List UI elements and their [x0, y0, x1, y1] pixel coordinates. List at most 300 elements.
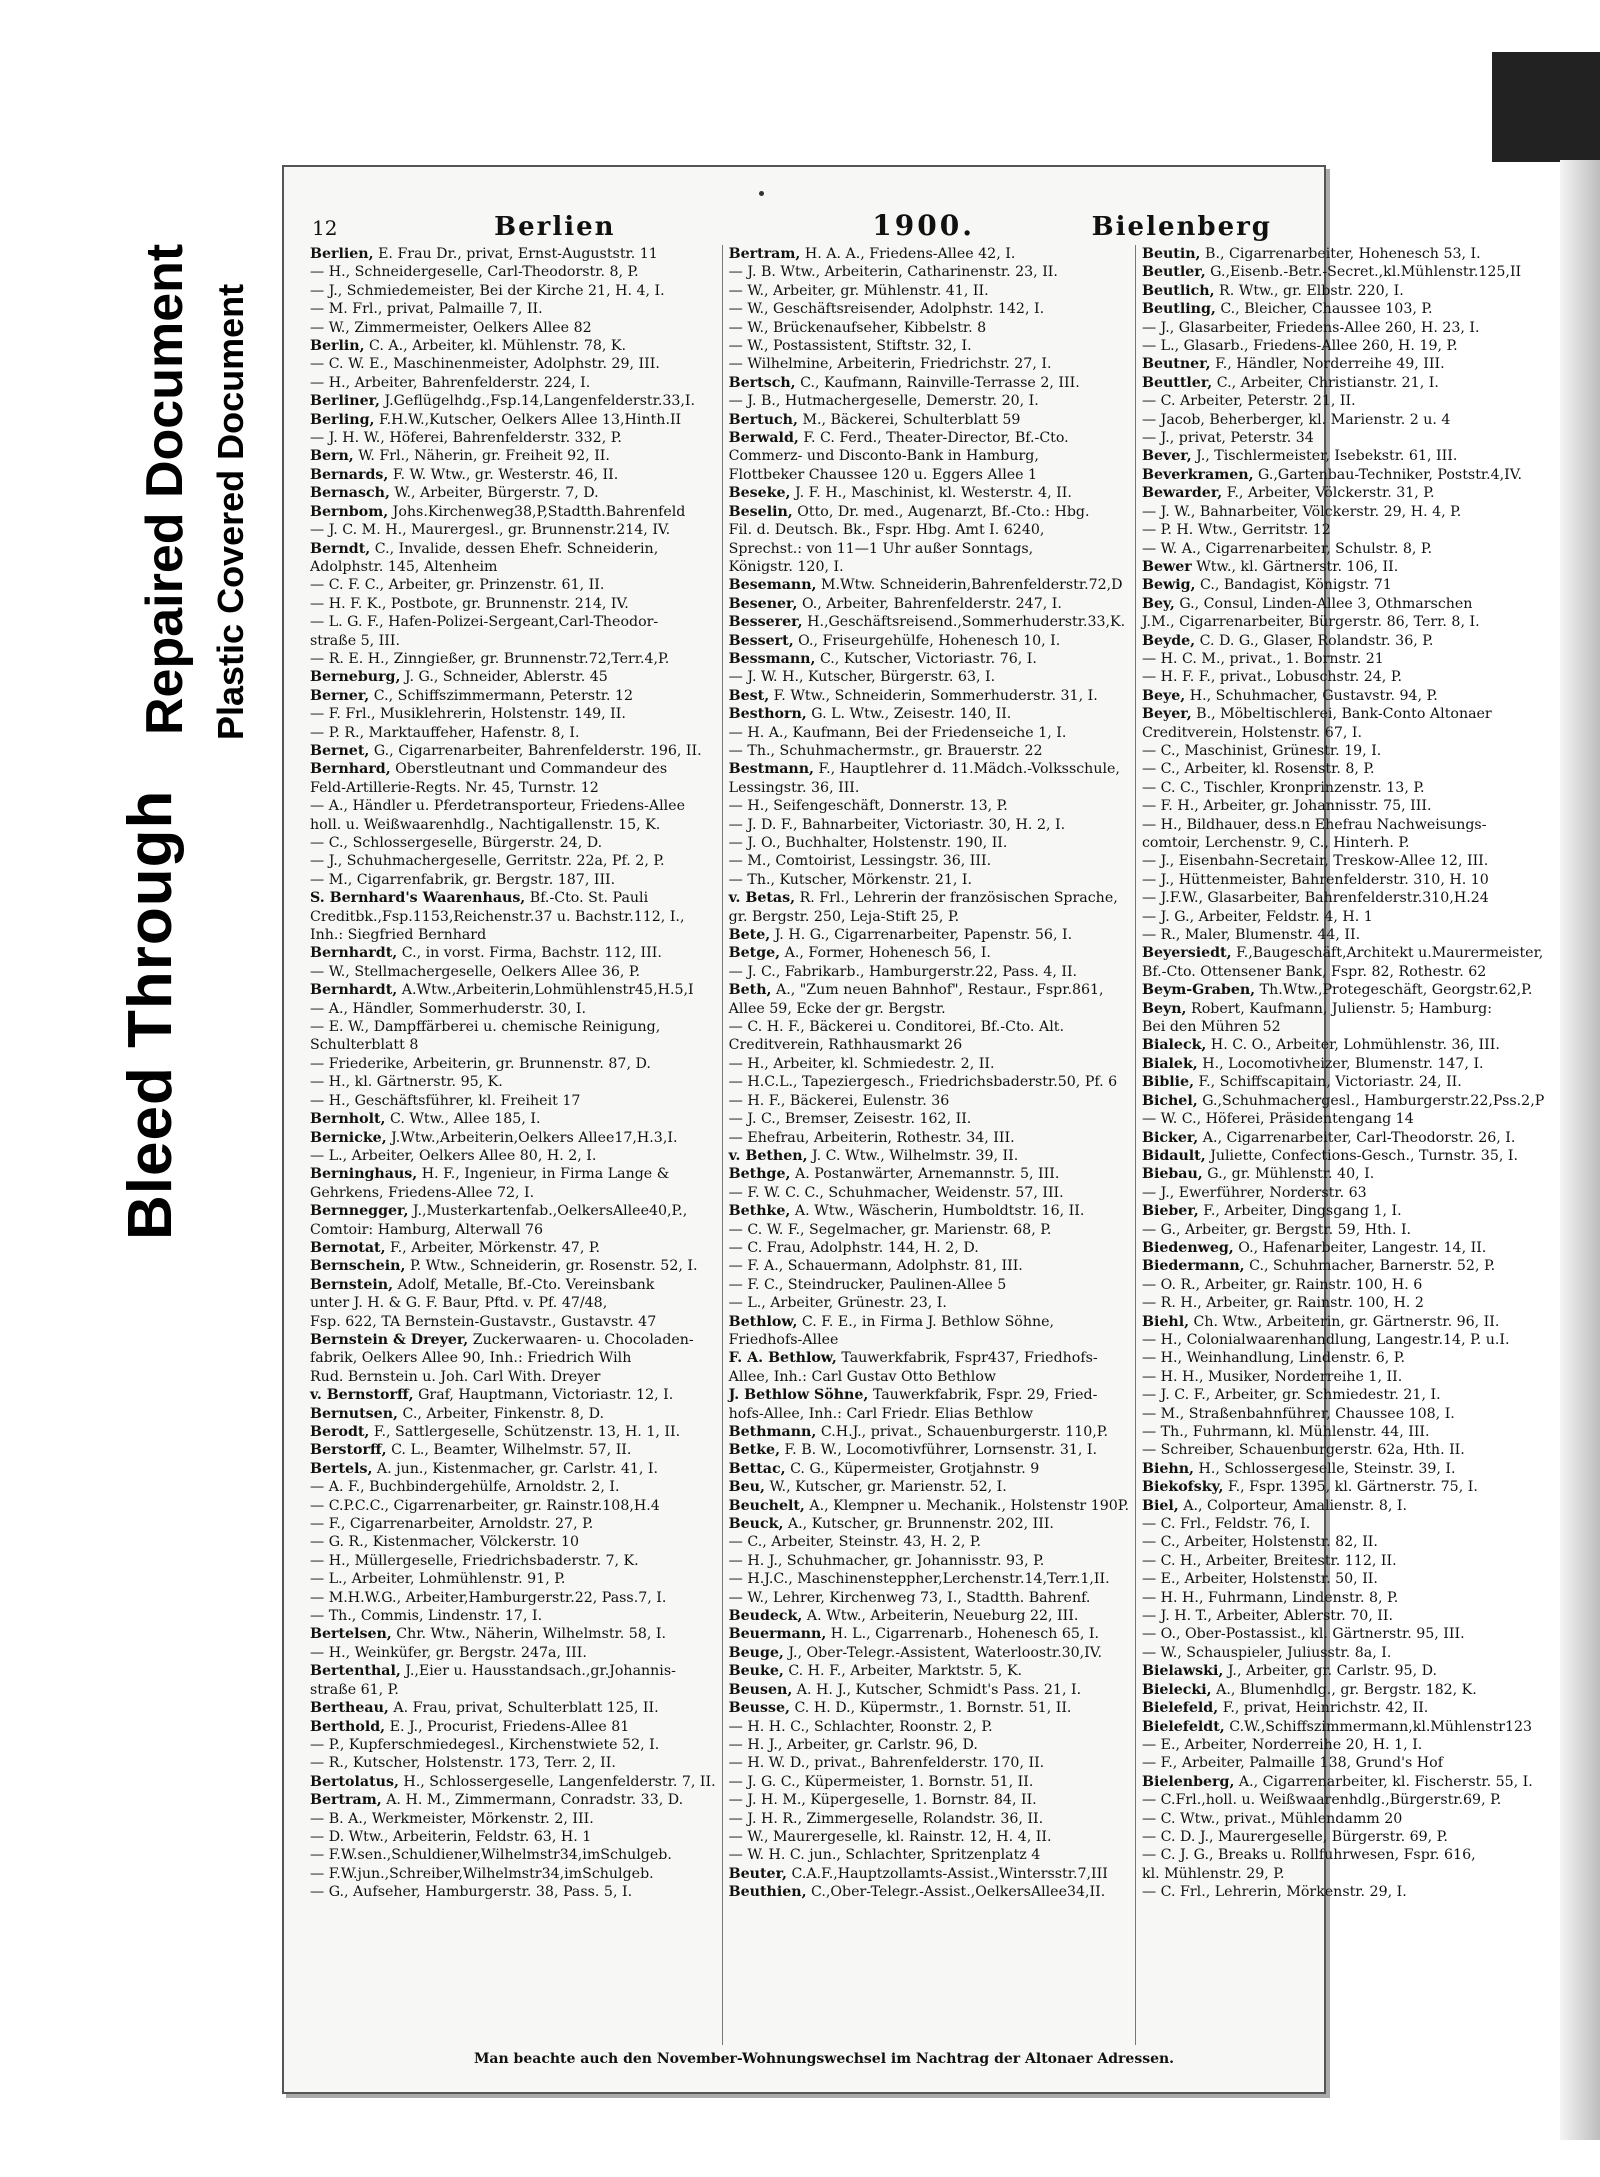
entry-surname: Bestmann,: [728, 761, 814, 778]
directory-entry: [310, 1570, 716, 1588]
entry-details: C., Kutscher, Victoriastr. 76, I.: [819, 650, 1037, 667]
directory-entry: [729, 595, 1129, 613]
directory-entry: [729, 484, 1129, 502]
directory-entry: [1142, 355, 1544, 373]
entry-surname: Bever,: [1141, 448, 1192, 465]
entry-details: — C., Maschinist, Grünestr. 19, I.: [1141, 742, 1382, 759]
directory-entry: [310, 1018, 716, 1036]
entry-details: — J. W. H., Kutscher, Bürgerstr. 63, I.: [728, 669, 996, 686]
directory-entry: [729, 1129, 1129, 1147]
entry-details: J.M., Cigarrenarbeiter, Bürgerstr. 86, Terr. 8, I.: [1141, 614, 1480, 631]
directory-entry: [1142, 1515, 1544, 1533]
header-year: 1900.: [872, 209, 975, 242]
header-first-name: Berlien: [494, 212, 616, 242]
directory-entry: [1142, 1570, 1544, 1588]
entry-surname: Biel,: [1141, 1497, 1179, 1514]
directory-entry: [310, 540, 716, 558]
entry-details: G., gr. Mühlenstr. 40, I.: [1207, 1166, 1375, 1183]
directory-entry: [1142, 724, 1544, 742]
directory-entry: [729, 871, 1129, 889]
directory-entry: [310, 466, 716, 484]
entry-surname: Berodt,: [310, 1424, 370, 1440]
entry-details: — H., Schneidergeselle, Carl-Theodorstr. 8, P.: [310, 264, 639, 281]
entry-details: — C.Frl.,holl. u. Weißwaarenhdlg.,Bürgerstr.69, P.: [1141, 1792, 1502, 1809]
directory-entry: [729, 1331, 1129, 1349]
entry-details: W., Kutscher, gr. Marienstr. 52, I.: [769, 1479, 1007, 1496]
directory-entry: [310, 1423, 716, 1441]
directory-entry: [310, 319, 716, 337]
directory-entry: [310, 1681, 716, 1699]
entry-surname: Bethke,: [728, 1203, 791, 1220]
directory-entry: [310, 1533, 716, 1551]
directory-column-1: [304, 245, 723, 2045]
directory-entry: [1142, 1313, 1544, 1331]
directory-entry: [310, 1625, 716, 1643]
entry-surname: Beuchelt,: [728, 1497, 805, 1514]
directory-entry: [1142, 1644, 1544, 1662]
directory-entry: [1142, 245, 1544, 263]
page-number: 12: [312, 216, 338, 240]
directory-entry: [310, 1810, 716, 1828]
directory-entry: [1142, 668, 1544, 686]
entry-details: — R. H., Arbeiter, gr. Rainstr. 100, H. 2: [1141, 1295, 1424, 1312]
entry-details: W. Frl., Näherin, gr. Freiheit 92, II.: [358, 448, 610, 465]
entry-details: unter J. H. & G. F. Baur, Pftd. v. Pf. 47/48,: [310, 1295, 608, 1312]
directory-entry: [729, 632, 1129, 650]
entry-details: — J. H. R., Zimmergeselle, Rolandstr. 36, II.: [728, 1810, 1044, 1827]
directory-entry: [729, 1773, 1129, 1791]
bleed-through-label: Bleed Through: [116, 789, 185, 1240]
entry-details: kl. Mühlenstr. 29, P.: [1141, 1865, 1285, 1882]
entry-details: — C.P.C.C., Cigarrenarbeiter, gr. Rainstr.108,H.4: [310, 1497, 660, 1514]
entry-details: — F., Cigarrenarbeiter, Arnoldstr. 27, P.: [310, 1516, 594, 1533]
entry-details: H.,Geschäftsreisend.,Sommerhuderstr.33,K.: [807, 614, 1126, 631]
directory-entry: [310, 1349, 716, 1367]
entry-details: — M., Comtoirist, Lessingstr. 36, III.: [728, 853, 992, 870]
entry-details: — W. A., Cigarrenarbeiter, Schulstr. 8, P.: [1141, 540, 1433, 557]
entry-surname: Bernutsen,: [310, 1405, 398, 1422]
entry-details: — C. Wtw., privat., Mühlendamm 20: [1141, 1810, 1403, 1827]
entry-details: — Th., Schuhmachermstr., gr. Brauerstr. 22: [728, 742, 1043, 759]
entry-details: C., Invalide, dessen Ehefr. Schneiderin,: [374, 540, 659, 557]
entry-details: — J. G., Arbeiter, Feldstr. 4, H. 1: [1141, 908, 1373, 925]
directory-entry: [729, 1202, 1129, 1220]
directory-entry: [1142, 1883, 1544, 1901]
entry-surname: Bernasch,: [310, 485, 390, 502]
entry-surname: Bey,: [1141, 595, 1175, 612]
entry-details: J. C. Wtw., Wilhelmstr. 39, II.: [812, 1147, 1019, 1164]
entry-details: A., Cigarrenarbeiter, kl. Fischerstr. 55, I.: [1238, 1773, 1533, 1790]
entry-details: F., privat, Heinrichstr. 42, II.: [1222, 1700, 1429, 1717]
entry-details: C. Wtw., Allee 185, I.: [389, 1111, 541, 1128]
entry-details: — M., Straßenbahnführer, Chaussee 108, I.: [1141, 1405, 1455, 1422]
directory-entry: [310, 742, 716, 760]
directory-entry: [1142, 447, 1544, 465]
directory-entry: [1142, 834, 1544, 852]
entry-details: O., Hafenarbeiter, Langestr. 14, II.: [1238, 1239, 1487, 1256]
entry-surname: Bertram,: [728, 246, 801, 262]
entry-details: H. C. O., Arbeiter, Lohmühlenstr. 36, III.: [1210, 1037, 1500, 1054]
entry-surname: Beusse,: [728, 1700, 790, 1717]
entry-surname: Betge,: [728, 945, 781, 962]
directory-entry: [310, 1846, 716, 1864]
directory-entry: [729, 245, 1129, 263]
entry-surname: Bessmann,: [728, 650, 816, 667]
directory-entry: [1142, 484, 1544, 502]
entry-details: — H., Seifengeschäft, Donnerstr. 13, P.: [728, 798, 1008, 815]
directory-entry: [1142, 1221, 1544, 1239]
directory-entry: [729, 319, 1129, 337]
directory-entry: [310, 1552, 716, 1570]
directory-entry: [1142, 1110, 1544, 1128]
entry-details: A.Wtw.,Arbeiterin,Lohmühlenstr45,H.5,I: [401, 982, 694, 999]
entry-details: A. Wtw., Arbeiterin, Neueburg 22, III.: [806, 1608, 1079, 1625]
entry-details: Th.Wtw.,Protegeschäft, Georgstr.62,P.: [1259, 982, 1533, 999]
entry-details: Inh.: Siegfried Bernhard: [310, 927, 487, 944]
entry-details: — J.F.W., Glasarbeiter, Bahrenfelderstr.310,H.24: [1141, 890, 1489, 907]
directory-entry: [310, 1662, 716, 1680]
entry-surname: Bernotat,: [310, 1239, 386, 1256]
entry-details: J. H. G., Cigarrenarbeiter, Papenstr. 56, I.: [774, 927, 1073, 944]
directory-entry: [310, 337, 716, 355]
entry-details: J., Arbeiter, gr. Carlstr. 95, D.: [1227, 1663, 1437, 1680]
entry-details: hofs-Allee, Inh.: Carl Friedr. Elias Bethlow: [728, 1405, 1034, 1422]
directory-entry: [729, 392, 1129, 410]
entry-surname: Bieber,: [1141, 1203, 1199, 1220]
entry-details: A., "Zum neuen Bahnhof", Restaur., Fspr.861,: [776, 982, 1104, 999]
entry-surname: Bernschein,: [310, 1258, 406, 1275]
directory-entry: [729, 263, 1129, 281]
entry-details: — C. W. E., Maschinenmeister, Adolphstr. 29, III.: [310, 356, 660, 373]
entry-details: — H., Geschäftsführer, kl. Freiheit 17: [310, 1092, 581, 1109]
entry-surname: Bichel,: [1141, 1092, 1198, 1109]
entry-details: — G., Arbeiter, gr. Bergstr. 59, Hth. I.: [1141, 1221, 1412, 1238]
entry-details: — H. H., Fuhrmann, Lindenstr. 8, P.: [1141, 1589, 1399, 1606]
entry-surname: Besemann,: [728, 577, 817, 594]
directory-entry: [1142, 374, 1544, 392]
entry-surname: Besener,: [728, 595, 798, 612]
directory-entry: [310, 1331, 716, 1349]
directory-entry: [310, 1791, 716, 1809]
directory-entry: [1142, 1773, 1544, 1791]
entry-details: G. L. Wtw., Zeisestr. 140, II.: [811, 706, 1012, 723]
directory-entry: [310, 503, 716, 521]
directory-entry: [1142, 1460, 1544, 1478]
entry-details: — W., Brückenaufseher, Kibbelstr. 8: [728, 319, 987, 336]
entry-details: B., Möbeltischlerei, Bank-Conto Altonaer: [1196, 706, 1492, 723]
directory-entry: [310, 1718, 716, 1736]
directory-entry: [1142, 1846, 1544, 1864]
directory-entry: [1142, 908, 1544, 926]
directory-entry: [729, 1718, 1129, 1736]
entry-details: Friedhofs-Allee: [728, 1331, 839, 1348]
entry-details: — H. F. K., Postbote, gr. Brunnenstr. 214, IV.: [310, 595, 629, 612]
entry-details: — J., Eisenbahn-Secretair, Treskow-Allee 12, III.: [1141, 853, 1489, 870]
entry-details: — W., Zimmermeister, Oelkers Allee 82: [310, 319, 592, 336]
directory-entry: [1142, 429, 1544, 447]
directory-entry: [310, 1497, 716, 1515]
entry-details: — F.W.jun.,Schreiber,Wilhelmstr34,imSchulgeb.: [310, 1865, 654, 1882]
entry-details: — Wilhelmine, Arbeiterin, Friedrichstr. 27, I.: [728, 356, 1052, 373]
entry-details: Schulterblatt 8: [310, 1037, 419, 1054]
entry-surname: Biedermann,: [1141, 1258, 1245, 1275]
entry-surname: Berwald,: [728, 430, 799, 447]
entry-surname: v. Bernstorff,: [310, 1387, 414, 1404]
directory-entry: [729, 1110, 1129, 1128]
entry-details: Johs.Kirchenweg38,P,Stadtth.Bahrenfeld: [392, 503, 686, 520]
directory-entry: [1142, 816, 1544, 834]
entry-surname: Bernhard,: [310, 761, 391, 778]
directory-entry: [310, 1368, 716, 1386]
directory-entry: [1142, 1349, 1544, 1367]
entry-details: — J. G. C., Küpermeister, 1. Bornstr. 51, II.: [728, 1773, 1034, 1790]
entry-details: — Ehefrau, Arbeiterin, Rothestr. 34, III.: [728, 1129, 1015, 1146]
directory-entry: [310, 834, 716, 852]
entry-details: Königstr. 120, I.: [728, 558, 844, 575]
directory-entry: [1142, 1736, 1544, 1754]
entry-details: M.Wtw. Schneiderin,Bahrenfelderstr.72,D: [820, 577, 1123, 594]
directory-entry: [1142, 282, 1544, 300]
entry-details: comtoir, Lerchenstr. 9, C., Hinterh. P.: [1141, 835, 1410, 851]
entry-details: A. H. J., Kutscher, Schmidt's Pass. 21, I.: [796, 1681, 1082, 1698]
entry-details: Bf.-Cto. Ottensener Bank, Fspr. 82, Rothestr. 62: [1141, 963, 1487, 980]
entry-surname: Bewig,: [1141, 577, 1196, 594]
entry-details: — J. H. W., Höferei, Bahrenfelderstr. 332, P.: [310, 430, 622, 447]
entry-details: Tauwerkfabrik, Fspr437, Friedhofs-: [841, 1350, 1098, 1367]
entry-details: C. H. F., Arbeiter, Marktstr. 5, K.: [788, 1663, 1023, 1680]
entry-details: — H. H. C., Schlachter, Roonstr. 2, P.: [728, 1718, 993, 1735]
entry-details: R. Frl., Lehrerin der französischen Sprache,: [799, 890, 1118, 907]
directory-entry: [310, 889, 716, 907]
directory-entry: [310, 595, 716, 613]
entry-details: — C. F. C., Arbeiter, gr. Prinzenstr. 61, II.: [310, 577, 605, 594]
directory-entry: [310, 760, 716, 778]
directory-entry: [1142, 1036, 1544, 1054]
entry-details: — F. H., Arbeiter, gr. Johannisstr. 75, III.: [1141, 798, 1432, 815]
entry-details: — C., Arbeiter, Steinstr. 43, H. 2, P.: [728, 1534, 982, 1551]
entry-details: E. J., Procurist, Friedens-Allee 81: [389, 1718, 630, 1735]
entry-details: — C., Schlossergeselle, Bürgerstr. 24, D.: [310, 835, 603, 851]
entry-details: Flottbeker Chaussee 120 u. Eggers Allee 1: [728, 466, 1038, 483]
entry-surname: Bernstein,: [310, 1276, 394, 1293]
entry-details: — W., Stellmachergeselle, Oelkers Allee 36, P.: [310, 963, 641, 980]
entry-details: — H., Bildhauer, dess.n Ehefrau Nachweisungs-: [1141, 816, 1487, 833]
entry-surname: Bernet,: [310, 742, 370, 759]
entry-details: — W., Lehrer, Kirchenweg 73, I., Stadtth. Bahrenf.: [728, 1589, 1091, 1606]
directory-entry: [310, 1276, 716, 1294]
entry-details: — P. H. Wtw., Gerritstr. 12: [1141, 522, 1331, 539]
directory-entry: [310, 392, 716, 410]
entry-details: G., Cigarrenarbeiter, Bahrenfelderstr. 196, II.: [373, 742, 702, 759]
directory-entry: [310, 484, 716, 502]
directory-entry: [1142, 1202, 1544, 1220]
entry-details: Adolphstr. 145, Altenheim: [310, 558, 498, 575]
entry-details: E. Frau Dr., privat, Ernst-Auguststr. 11: [378, 246, 658, 262]
entry-surname: Beverkramen,: [1141, 466, 1254, 483]
entry-details: H. F., Ingenieur, in Firma Lange &: [421, 1166, 670, 1183]
entry-details: J. F. H., Maschinist, kl. Westerstr. 4, II.: [795, 485, 1072, 502]
entry-details: Creditverein, Holstenstr. 67, I.: [1141, 724, 1362, 741]
entry-details: C.H.J., privat., Schauenburgerstr. 110,P.: [820, 1424, 1108, 1440]
entry-surname: Betke,: [728, 1442, 781, 1459]
entry-surname: Bethge,: [728, 1166, 791, 1183]
entry-details: — R. E. H., Zinngießer, gr. Brunnenstr.72,Terr.4,P.: [310, 650, 670, 667]
entry-details: Rud. Bernstein u. Joh. Carl With. Dreyer: [310, 1368, 601, 1385]
entry-surname: Biekofsky,: [1141, 1479, 1224, 1496]
header-last-name: Bielenberg: [1091, 212, 1272, 242]
entry-details: A. Frau, privat, Schulterblatt 125, II.: [393, 1700, 659, 1717]
directory-entry: [1142, 852, 1544, 870]
directory-entry: [729, 337, 1129, 355]
entry-details: Tauwerkfabrik, Fspr. 29, Fried-: [872, 1387, 1098, 1404]
entry-details: — J. D. F., Bahnarbeiter, Victoriastr. 30, H. 2, I.: [728, 816, 1066, 833]
entry-details: A. Postanwärter, Arnemannstr. 5, III.: [794, 1166, 1060, 1183]
entry-details: M., Bäckerei, Schulterblatt 59: [802, 411, 1021, 428]
entry-details: — H., Arbeiter, kl. Schmiedestr. 2, II.: [728, 1055, 995, 1072]
directory-entry: [1142, 1478, 1544, 1496]
entry-details: — H., Müllergeselle, Friedrichsbaderstr. 7, K.: [310, 1552, 639, 1569]
entry-details: P. Wtw., Schneiderin, gr. Rosenstr. 52, I.: [409, 1258, 698, 1275]
entry-details: C. H. D., Küpermstr., 1. Bornstr. 51, II.: [794, 1700, 1072, 1717]
entry-details: F., Arbeiter, Dingsgang 1, I.: [1203, 1203, 1402, 1220]
directory-entry: [1142, 1055, 1544, 1073]
entry-details: F., Händler, Norderreihe 49, III.: [1215, 356, 1445, 373]
directory-columns: [304, 245, 1545, 2045]
directory-column-2: [723, 245, 1136, 2045]
directory-entry: [1142, 521, 1544, 539]
entry-surname: Bernicke,: [310, 1129, 387, 1146]
entry-details: — C. Arbeiter, Peterstr. 21, II.: [1141, 393, 1356, 410]
directory-entry: [729, 889, 1129, 907]
entry-details: H., Schuhmacher, Gustavstr. 94, P.: [1189, 687, 1438, 704]
entry-details: Sprechst.: von 11—1 Uhr außer Sonntags,: [728, 540, 1034, 557]
directory-entry: [1142, 1699, 1544, 1717]
entry-details: Comtoir: Hamburg, Alterwall 76: [310, 1221, 543, 1238]
entry-details: — Jacob, Beherberger, kl. Marienstr. 2 u. 4: [1141, 411, 1451, 428]
directory-entry: [1142, 576, 1544, 594]
directory-entry: [1142, 263, 1544, 281]
entry-details: C. A., Arbeiter, kl. Mühlenstr. 78, K.: [369, 338, 627, 355]
directory-entry: [310, 871, 716, 889]
entry-surname: Bialek,: [1141, 1055, 1198, 1072]
entry-details: A. jun., Kistenmacher, gr. Carlstr. 41, I.: [376, 1460, 659, 1477]
entry-surname: Bernhardt,: [310, 982, 398, 999]
entry-surname: Bertsch,: [728, 374, 796, 391]
entry-details: F. B. W., Locomotivführer, Lornsenstr. 31, I.: [784, 1442, 1098, 1459]
entry-details: C., in vorst. Firma, Bachstr. 112, III.: [401, 945, 662, 962]
directory-entry: [729, 503, 1129, 521]
entry-details: Commerz- und Disconto-Bank in Hamburg,: [728, 448, 1039, 465]
directory-entry: [1142, 926, 1544, 944]
entry-details: Juliette, Confections-Gesch., Turnstr. 35, I.: [1210, 1147, 1518, 1164]
entry-surname: Berliner,: [310, 393, 380, 410]
directory-entry: [729, 613, 1129, 631]
entry-details: C. D. G., Glaser, Rolandstr. 36, P.: [1199, 632, 1434, 649]
directory-entry: [1142, 392, 1544, 410]
directory-entry: [310, 447, 716, 465]
directory-entry: [1142, 1147, 1544, 1165]
directory-entry: [310, 1073, 716, 1091]
directory-entry: [1142, 1405, 1544, 1423]
directory-entry: [729, 1092, 1129, 1110]
directory-entry: [1142, 1607, 1544, 1625]
directory-entry: [310, 1129, 716, 1147]
directory-entry: [310, 245, 716, 263]
directory-entry: [729, 374, 1129, 392]
entry-details: H. L., Cigarrenarb., Hohenesch 65, I.: [830, 1626, 1100, 1643]
directory-entry: [729, 1221, 1129, 1239]
entry-details: G.,Schuhmachergesl., Hamburgerstr.22,Pss.2,P: [1202, 1092, 1545, 1109]
entry-details: — D. Wtw., Arbeiterin, Feldstr. 63, H. 1: [310, 1828, 592, 1845]
entry-surname: Best,: [728, 687, 770, 704]
entry-details: J., Tischlermeister, Isebekstr. 61, III.: [1196, 448, 1458, 465]
directory-entry: [729, 540, 1129, 558]
directory-entry: [1142, 1239, 1544, 1257]
directory-entry: [310, 1036, 716, 1054]
directory-entry: [1142, 779, 1544, 797]
directory-entry: [310, 1110, 716, 1128]
entry-details: — H. W. D., privat., Bahrenfelderstr. 170, II.: [728, 1755, 1045, 1772]
entry-surname: Beutling,: [1141, 301, 1216, 318]
entry-details: — Friederike, Arbeiterin, gr. Brunnenstr. 87, D.: [310, 1055, 651, 1072]
directory-entry: [1142, 1625, 1544, 1643]
entry-details: O., Friseurgehülfe, Hohenesch 10, I.: [798, 632, 1061, 649]
entry-details: Zuckerwaaren- u. Chocoladen-: [472, 1331, 694, 1348]
directory-entry: [729, 1865, 1129, 1883]
directory-entry: [1142, 337, 1544, 355]
directory-entry: [729, 521, 1129, 539]
directory-entry: [310, 1773, 716, 1791]
directory-entry: [1142, 1718, 1544, 1736]
directory-entry: [729, 466, 1129, 484]
directory-entry: [310, 668, 716, 686]
directory-entry: [310, 1294, 716, 1312]
entry-details: — H., Weinhandlung, Lindenstr. 6, P.: [1141, 1350, 1405, 1367]
directory-entry: [310, 944, 716, 962]
entry-details: — F., Arbeiter, Palmaille 138, Grund's Hof: [1141, 1755, 1443, 1772]
entry-surname: Bertenthal,: [310, 1663, 401, 1680]
entry-details: — H. A., Kaufmann, Bei der Friedenseiche 1, I.: [728, 724, 1067, 741]
entry-details: — F. Frl., Musiklehrerin, Holstenstr. 149, II.: [310, 706, 626, 723]
entry-details: F., Arbeiter, Völckerstr. 31, P.: [1226, 485, 1435, 502]
entry-details: Fil. d. Deutsch. Bk., Fspr. Hbg. Amt I. 6240,: [728, 522, 1045, 539]
directory-entry: [729, 1810, 1129, 1828]
entry-details: — C. Frl., Lehrerin, Mörkenstr. 29, I.: [1141, 1884, 1407, 1901]
entry-details: F. C. Ferd., Theater-Director, Bf.-Cto.: [803, 430, 1069, 447]
entry-surname: Beu,: [728, 1479, 765, 1496]
directory-entry: [729, 1589, 1129, 1607]
entry-details: H., Locomotivheizer, Blumenstr. 147, I.: [1202, 1055, 1484, 1072]
directory-entry: [310, 1257, 716, 1275]
entry-surname: Bidault,: [1141, 1147, 1206, 1164]
entry-details: — F. A., Schauermann, Adolphstr. 81, III.: [728, 1258, 1023, 1275]
entry-surname: Besserer,: [728, 614, 803, 631]
directory-entry: [310, 1736, 716, 1754]
entry-details: A., Former, Hohenesch 56, I.: [784, 945, 991, 962]
directory-entry: [310, 650, 716, 668]
entry-surname: Bernbom,: [310, 503, 389, 520]
entry-details: C., Bleicher, Chaussee 103, P.: [1220, 301, 1433, 318]
directory-entry: [310, 1828, 716, 1846]
entry-details: — H. F. F., privat., Lobuschstr. 24, P.: [1141, 669, 1402, 686]
directory-entry: [729, 1533, 1129, 1551]
entry-details: — C., Arbeiter, kl. Rosenstr. 8, P.: [1141, 761, 1375, 778]
directory-entry: [310, 263, 716, 281]
entry-details: Allee 59, Ecke der gr. Bergstr.: [728, 1000, 946, 1017]
entry-details: Graf, Hauptmann, Victoriastr. 12, I.: [418, 1387, 674, 1404]
entry-details: F.,Baugeschäft,Architekt u.Maurermeister,: [1236, 945, 1544, 962]
entry-details: — P., Kupferschmiedegesl., Kirchenstwiete 52, I.: [310, 1736, 660, 1753]
